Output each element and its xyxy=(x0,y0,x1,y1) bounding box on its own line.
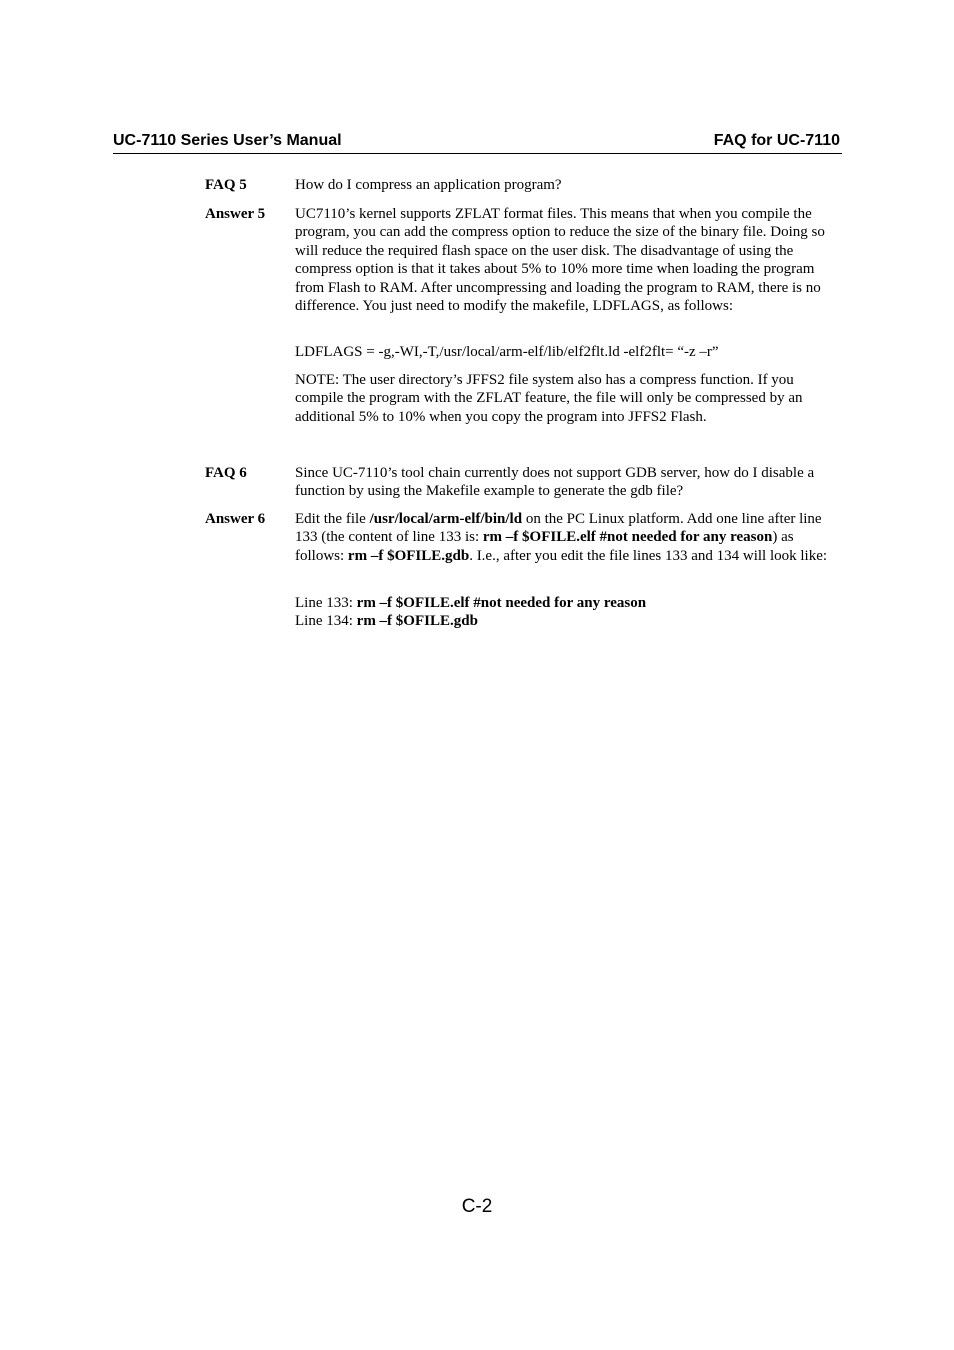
section-title: FAQ for UC-7110 xyxy=(713,132,840,149)
line133-command-inline: rm –f $OFILE.elf #not needed for any reason xyxy=(482,529,773,546)
line-133 xyxy=(295,594,843,612)
faq6-question: Since UC-7110’s tool chain currently does not support GDB server, how do I disable a function by using the Makefile example to generate the gdb file? xyxy=(295,465,815,500)
answer5-note: NOTE: The user directory’s JFFS2 file system also has a compress function. If you compile the program with the ZFLAT feature, the file will only be compressed by an additional 5% to 10% when you copy the program into JFFS2 Flash. xyxy=(295,372,803,425)
file-path: /usr/local/arm-elf/bin/ld xyxy=(369,511,523,527)
faq5-question: How do I compress an application program? xyxy=(295,177,562,193)
line134-prefix: Line 134: xyxy=(295,613,357,629)
answer6-label: Answer 6 xyxy=(205,511,266,527)
answer6-text-part: Edit the file xyxy=(295,511,370,527)
faq6-label: FAQ 6 xyxy=(205,465,247,481)
line133-command: rm –f $OFILE.elf #not needed for any reason xyxy=(356,595,647,611)
line-134 xyxy=(295,612,843,630)
answer6-text xyxy=(295,510,843,565)
answer5-label: Answer 5 xyxy=(205,206,266,222)
page-header xyxy=(113,131,842,154)
answer6-text-part: . I.e., after you edit the file lines 133 and 134 will look like: xyxy=(469,547,828,564)
manual-title: UC-7110 Series User’s Manual xyxy=(113,132,342,149)
line134-command: rm –f $OFILE.gdb xyxy=(356,613,478,629)
answer5-text: UC7110’s kernel supports ZFLAT format files. This means that when you compile the program, you can add the compress option to reduce the size of the binary file. Doing so will reduce the required flash space on the user disk. The disadvantage of using the compress option is that it takes about 5% to 10% more time when loading the program from Flash to RAM. After uncompressing and loading the program to RAM, there is no difference. You just need to modify the makefile, LDFLAGS, as follows: xyxy=(295,206,825,315)
line133-prefix: Line 133: xyxy=(295,595,357,611)
faq5-label: FAQ 5 xyxy=(205,177,247,193)
answer6-text-part: ) as follows: xyxy=(295,529,794,564)
ldflags-line: LDFLAGS = -g,-WI,-T,/usr/local/arm-elf/lib/elf2flt.ld -elf2flt= “-z –r” xyxy=(295,344,719,360)
new-command-inline: rm –f $OFILE.gdb xyxy=(347,547,470,564)
page-number: C-2 xyxy=(461,1196,493,1217)
answer6-text-part: on the PC Linux platform. Add one line after line 133 (the content of line 133 is: xyxy=(295,511,822,546)
